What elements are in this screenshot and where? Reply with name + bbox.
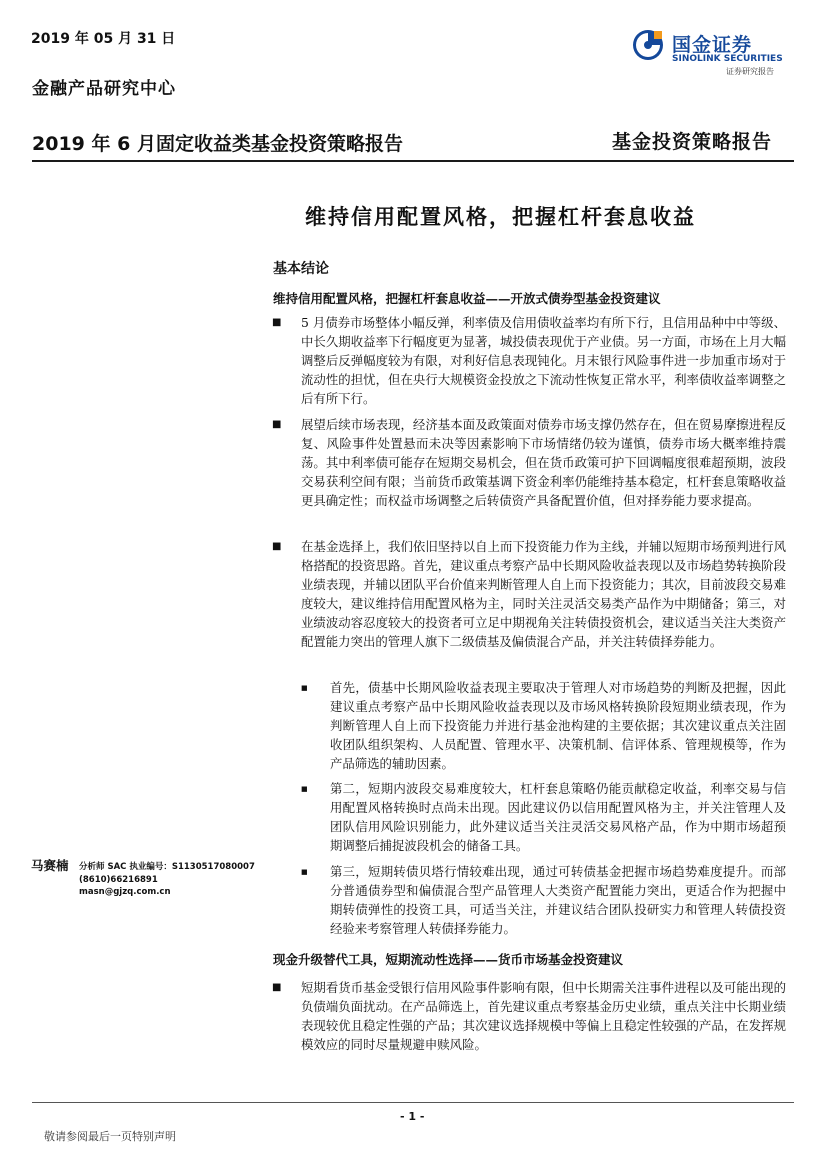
department-name: 金融产品研究中心 (32, 79, 176, 99)
analyst-name: 马赛楠 (31, 858, 69, 873)
logo-name-en: SINOLINK SECURITIES (672, 54, 783, 64)
report-title: 2019 年 6 月固定收益类基金投资策略报告 (32, 133, 403, 155)
section-subtitle: 现金升级替代工具，短期流动性选择——货币市场基金投资建议 (273, 952, 624, 967)
sub-bullet-square-icon: ■ (301, 868, 308, 876)
sub-bullet-square-icon: ■ (301, 785, 308, 793)
section-subtitle: 维持信用配置风格，把握杠杆套息收益——开放式债券型基金投资建议 (273, 291, 661, 306)
sub-bullet-paragraph: 首先，债基中长期风险收益表现主要取决于管理人对市场趋势的判断及把握，因此建议重点考察产品中长期风险收益表现以及市场风格转换阶段短期业绩表现，作为判断管理人自上而下投资能力并进行基金池构建的主要依据；其次建议重点关注固收团队组织架构、人员配置、管理水平、决策机制、信评体系、管理规模等，作为产品筛选的辅助因素。 (330, 680, 786, 772)
headline: 维持信用配置风格，把握杠杆套息收益 (305, 204, 696, 229)
bullet-square-icon: ■ (272, 982, 282, 993)
logo-subtitle: 证券研究报告 (726, 67, 774, 76)
page-number: - 1 - (400, 1110, 425, 1123)
bullet-paragraph: 展望后续市场表现，经济基本面及政策面对债券市场支撑仍然存在，但在贸易摩擦进程反复、风险事件处置悬而未决等因素影响下市场情绪仍较为谨慎，债券市场大概率维持震荡。其中利率债可能存在短期交易机会，但在货币政策可护下回调幅度很难超预期，波段交易获利空间有限；当前货币政策基调下资金利率仍能维持基本稳定，杠杆套息策略收益更具确定性；而权益市场调整之后转债资产具备配置价值，但对择券能力要求提高。 (301, 417, 786, 509)
sub-bullet-square-icon: ■ (301, 684, 308, 692)
analyst-cert: 分析师 SAC 执业编号：S1130517080007 (79, 862, 255, 872)
bullet-paragraph: 5 月债券市场整体小幅反弹，利率债及信用债收益率均有所下行，且信用品种中中等级、中长久期收益率下行幅度更为显著，城投债表现优于产业债。另一方面，市场在上月大幅调整后反弹幅度较为有限，对利好信息表现钝化。月末银行风险事件进一步加重市场对于流动性的担忧，但在央行大规模资金投放之下流动性恢复正常水平，利率债收益率调整之后有所下行。 (301, 315, 786, 407)
bullet-square-icon: ■ (272, 419, 282, 430)
report-date: 2019 年 05 月 31 日 (31, 31, 176, 47)
report-type: 基金投资策略报告 (612, 131, 773, 153)
sub-bullet-paragraph: 第三，短期转债贝塔行情较难出现，通过可转债基金把握市场趋势难度提升。而部分普通债券型和偏债混合型产品管理人大类资产配置能力突出，更适合作为把握中期转债弹性的投资工具，可适当关注，并建议结合团队投研实力和管理人转债投资经验来考察管理人转债择券能力。 (330, 864, 786, 937)
disclaimer: 敬请参阅最后一页特别声明 (44, 1130, 176, 1143)
bullet-paragraph: 短期看货币基金受银行信用风险事件影响有限，但中长期需关注事件进程以及可能出现的负债端负面扰动。在产品筛选上，首先建议重点考察基金历史业绩，重点关注中长期业绩表现较优且稳定性强的产品；其次建议选择规模中等偏上且稳定性较强的产品，在发挥规模效应的同时尽量规避申赎风险。 (301, 980, 786, 1053)
header-divider (32, 160, 794, 162)
analyst-phone: (8610)66216891 (79, 874, 158, 885)
analyst-info (79, 861, 255, 899)
bullet-paragraph: 在基金选择上，我们依旧坚持以自上而下投资能力作为主线，并辅以短期市场预判进行风格搭配的投资思路。首先，建议重点考察产品中长期风险收益表现以及市场趋势转换阶段业绩表现，并辅以团队平台价值来判断管理人自上而下投资能力；其次，目前波段交易难度较大，建议维持信用配置风格为主，同时关注灵活交易类产品作为中期储备；第三，对业绩波动容忍度较大的投资者可立足中期视角关注转债投资机会，建议适当关注大类资产配置能力突出的管理人旗下二级债基及偏债混合产品，并关注转债择券能力。 (301, 539, 786, 650)
bullet-square-icon: ■ (272, 317, 282, 328)
sub-bullet-paragraph: 第二，短期内波段交易难度较大，杠杆套息策略仍能贡献稳定收益，利率交易与信用配置风格转换时点尚未出现。因此建议仍以信用配置风格为主，并关注管理人及团队信用风险识别能力，此外建议适当关注灵活交易风格产品，作为中期市场超预期调整后捕捉波段机会的储备工具。 (330, 781, 786, 854)
footer-divider (32, 1102, 794, 1103)
analyst-email: masn@gjzq.com.cn (79, 887, 171, 897)
bullet-square-icon: ■ (272, 541, 282, 552)
logo-name-cn: 国金证券 (672, 34, 753, 56)
section-title: 基本结论 (273, 261, 329, 277)
logo-square (654, 31, 662, 39)
